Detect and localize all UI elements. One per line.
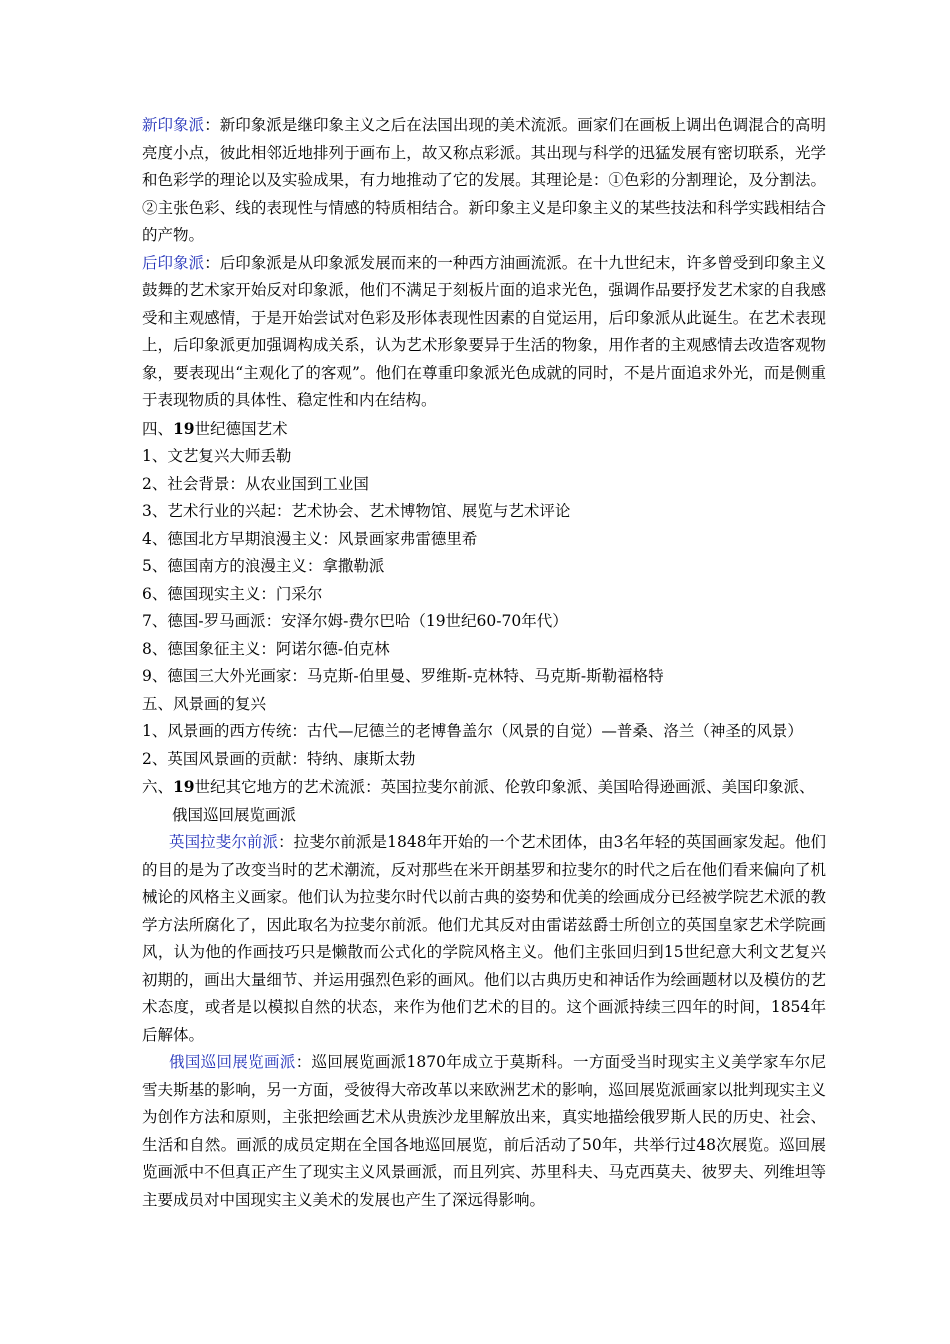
document-page: [142, 112, 826, 1214]
paragraph-peredvizhniki: [142, 1049, 826, 1214]
list-item: 7、德国-罗马画派：安泽尔姆-费尔巴哈（19世纪60-70年代）: [142, 612, 568, 630]
paragraph-text: ：后印象派是从印象派发展而来的一种西方油画流派。在十九世纪末，许多曾受到印象主义鼓舞的艺术家开始反对印象派，他们不满足于刻板片面的追求光色，强调作品要抒发艺术家的自我感受和主观感情，于是开始尝试对色彩及形体表现性因素的自觉运用，后印象派从此诞生。在艺术表现上，后印象派更加强调构成关系，认为艺术形象要异于生活的物象，用作者的主观感情去改造客观物象，要表现出“主观化了的客观”。他们在尊重印象派光色成就的同时，不是片面追求外光，而是侧重于表现物质的具体性、稳定性和内在结构。: [142, 253, 826, 409]
list-item: 1、风景画的西方传统：古代—尼德兰的老博鲁盖尔（风景的自觉）—普桑、洛兰（神圣的风景）: [142, 722, 803, 740]
paragraph-neo-impressionism: [142, 112, 826, 250]
heading-number: 19: [173, 777, 195, 796]
paragraph-text: ：巡回展览画派1870年成立于莫斯科。一方面受当时现实主义美学家车尔尼雪夫斯基的影响，另一方面，受彼得大帝改革以来欧洲艺术的影响，巡回展览派画家以批判现实主义为创作方法和原则，主张把绘画艺术从贵族沙龙里解放出来，真实地描绘俄罗斯人民的历史、社会、生活和自然。画派的成员定期在全国各地巡回展览，前后活动了50年，共举行过48次展览。巡回展览画派中不但真正产生了现实主义风景画派，而且列宾、苏里科夫、马克西莫夫、彼罗夫、列维坦等主要成员对中国现实主义美术的发展也产生了深远得影响。: [142, 1053, 826, 1209]
term-post-impressionism: 后印象派: [142, 253, 205, 272]
heading-number: 19: [173, 418, 195, 438]
term-peredvizhniki: 俄国巡回展览画派: [169, 1053, 296, 1071]
section-heading-4: [142, 415, 826, 444]
list-item: 3、艺术行业的兴起：艺术协会、艺术博物馆、展览与艺术评论: [142, 502, 571, 520]
list-item: 4、德国北方早期浪漫主义：风景画家弗雷德里希: [142, 529, 478, 548]
paragraph-text: ：新印象派是继印象主义之后在法国出现的美术流派。画家们在画板上调出色调混合的高明亮度小点，彼此相邻近地排列于画布上，故又称点彩派。其出现与科学的迅猛发展有密切联系，光学和色彩学的理论以及实验成果，有力地推动了它的发展。其理论是：①色彩的分割理论，及分割法。②主张色彩、线的表现性与情感的特质相结合。新印象主义是印象主义的某些技法和科学实践相结合的产物。: [142, 116, 826, 244]
heading-prefix: 四、: [142, 419, 174, 438]
heading-text: 世纪德国艺术: [194, 419, 288, 438]
heading-prefix: 六、: [142, 778, 174, 796]
section-heading-5: 五、风景画的复兴: [142, 694, 267, 713]
list-item: 5、德国南方的浪漫主义：拿撒勒派: [142, 557, 385, 575]
paragraph-post-impressionism: [142, 250, 826, 415]
list-item: 6、德国现实主义：门采尔: [142, 584, 323, 603]
term-neo-impressionism: 新印象派: [142, 116, 205, 134]
list-item: 2、社会背景：从农业国到工业国: [142, 474, 369, 493]
list-item: 2、英国风景画的贡献：特纳、康斯太勃: [142, 749, 416, 768]
paragraph-pre-raphaelite: [142, 829, 826, 1049]
list-item: 1、文艺复兴大师丢勒: [142, 447, 292, 465]
list-item: 8、德国象征主义：阿诺尔德-伯克林: [142, 639, 390, 658]
heading-text: 世纪其它地方的艺术流派：英国拉斐尔前派、伦敦印象派、美国哈得逊画派、美国印象派、俄国巡回展览画派: [172, 778, 815, 824]
section-heading-6: [142, 773, 826, 829]
list-item: 9、德国三大外光画家：马克斯-伯里曼、罗维斯-克林特、马克斯-斯勒福格特: [142, 667, 664, 685]
term-pre-raphaelite: 英国拉斐尔前派: [169, 833, 279, 851]
paragraph-text: ：拉斐尔前派是1848年开始的一个艺术团体，由3名年轻的英国画家发起。他们的目的是为了改变当时的艺术潮流，反对那些在米开朗基罗和拉斐尔的时代之后在他们看来偏向了机械论的风格主义画家。他们认为拉斐尔时代以前古典的姿势和优美的绘画成分已经被学院艺术派的教学方法所腐化了，因此取名为拉斐尔前派。他们尤其反对由雷诺兹爵士所创立的英国皇家艺术学院画风，认为他的作画技巧只是懒散而公式化的学院风格主义。他们主张回归到15世纪意大利文艺复兴初期的，画出大量细节、并运用强烈色彩的画风。他们以古典历史和神话作为绘画题材以及模仿的艺术态度，或者是以模拟自然的状态，来作为他们艺术的目的。这个画派持续三四年的时间，1854年后解体。: [142, 833, 826, 1044]
